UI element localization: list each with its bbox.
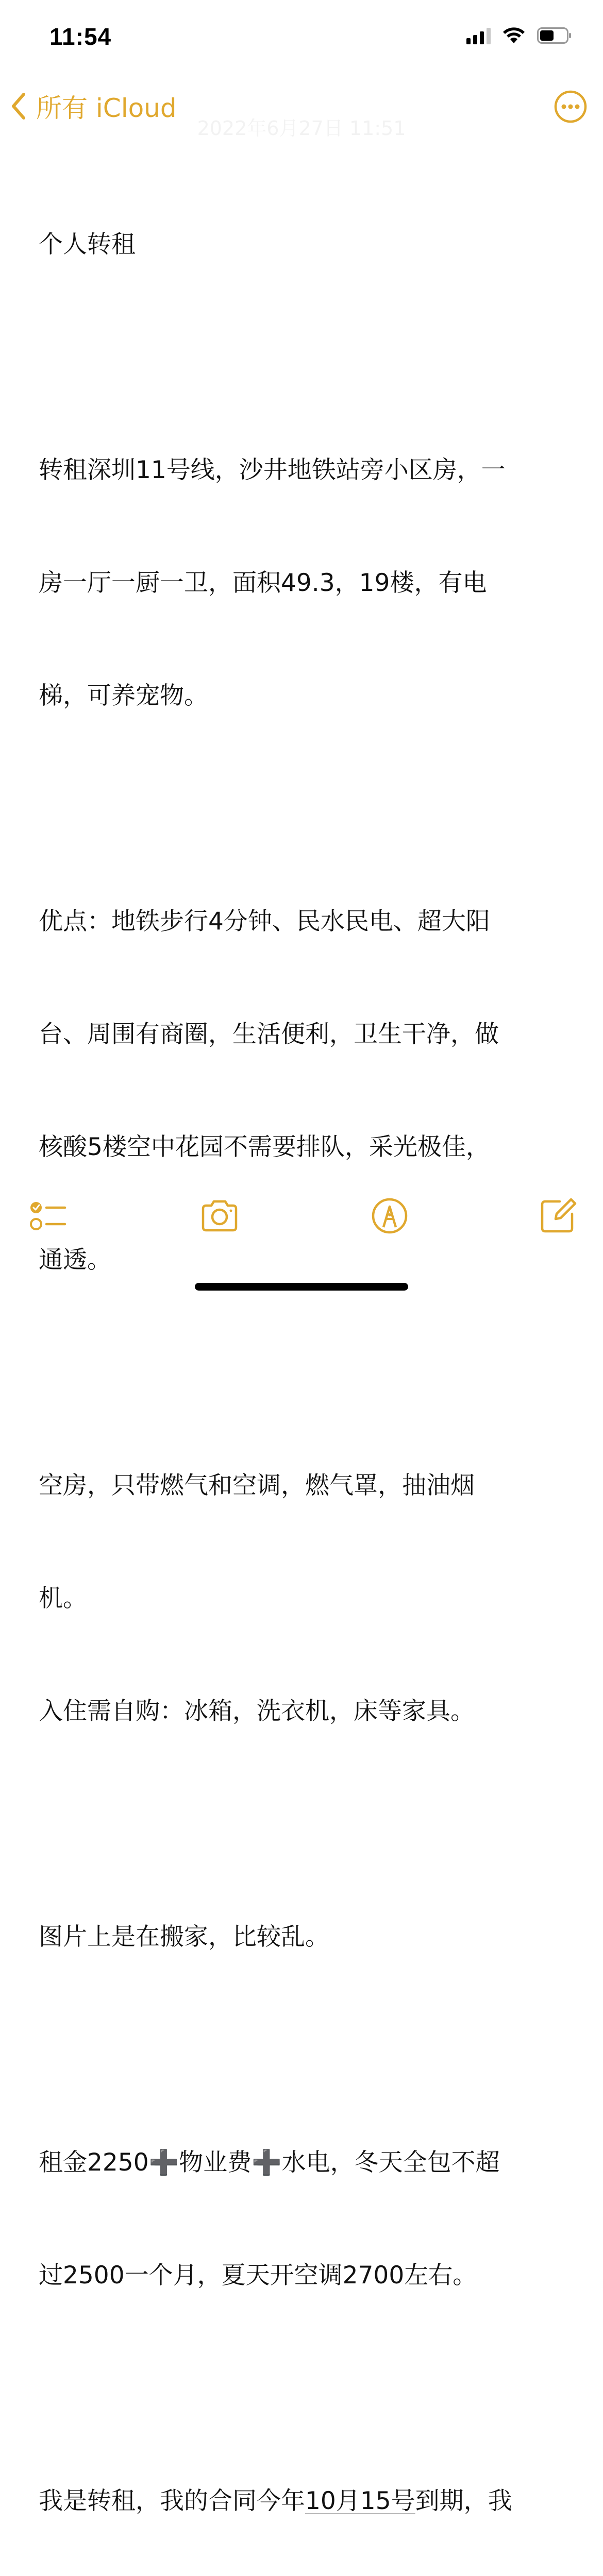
battery-icon	[537, 27, 572, 44]
note-line: 房一厅一厨一卫，面积49.3，19楼，有电	[39, 569, 487, 597]
date-link[interactable]: 10月15号	[305, 2487, 415, 2515]
home-indicator[interactable]	[195, 1283, 408, 1291]
note-body[interactable]	[39, 150, 569, 2576]
note-date: 2022年6月27日 11:51	[197, 117, 406, 140]
note-line: 机。	[39, 1584, 87, 1613]
status-icons	[466, 27, 572, 44]
note-line: 入住需自购：冰箱，洗衣机，床等家具。	[39, 1697, 475, 1725]
status-bar	[0, 0, 603, 77]
status-time: 11:54	[49, 23, 112, 50]
compose-icon	[537, 1195, 578, 1236]
note-line: 梯，可养宠物。	[39, 682, 208, 710]
note-line: 转租深圳11号线，沙井地铁站旁小区房，一	[39, 456, 506, 484]
markup-button[interactable]	[369, 1195, 410, 1236]
note-line: 核酸5楼空中花园不需要排队，采光极佳，	[39, 1133, 490, 1161]
camera-icon	[199, 1195, 240, 1236]
note-line	[39, 2482, 569, 2520]
wifi-icon	[502, 27, 526, 44]
checklist-button[interactable]	[27, 1195, 68, 1236]
note-line: 图片上是在搬家，比较乱。	[39, 1923, 329, 1951]
note-line: 台、周围有商圈，生活便利，卫生干净，做	[39, 1020, 499, 1048]
note-line: 优点：地铁步行4分钟、民水民电、超大阳	[39, 907, 490, 936]
bottom-toolbar	[0, 1195, 603, 1242]
back-label: 所有 iCloud	[36, 93, 177, 123]
note-line: 租金2250➕物业费➕水电，冬天全包不超	[39, 2148, 500, 2177]
note-title: 个人转租	[39, 230, 136, 259]
note-text: 我是转租，我的合同今年	[39, 2487, 305, 2515]
note-text: 到期，我	[415, 2487, 512, 2515]
compose-button[interactable]	[537, 1195, 578, 1236]
note-line: 过2500一个月，夏天开空调2700左右。	[39, 2261, 477, 2290]
note-line: 空房，只带燃气和空调，燃气罩，抽油烟	[39, 1471, 475, 1500]
cellular-signal-icon	[466, 27, 491, 44]
note-line: 通透。	[39, 1246, 111, 1274]
markup-pen-icon	[369, 1195, 410, 1236]
checklist-icon	[27, 1195, 68, 1236]
camera-button[interactable]	[199, 1195, 240, 1236]
